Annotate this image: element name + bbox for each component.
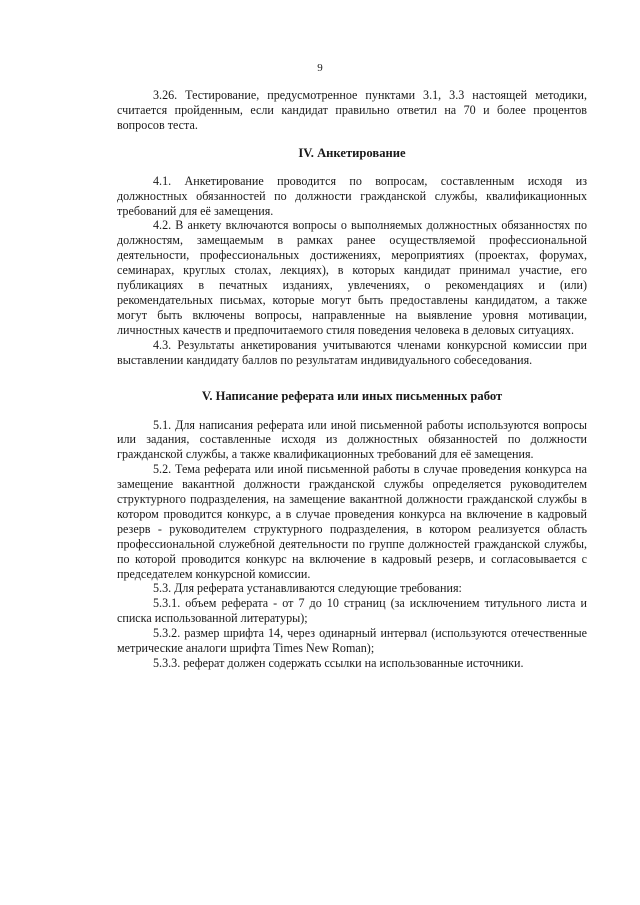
paragraph-5-3-2: 5.3.2. размер шрифта 14, через одинарный интервал (используются отечественные метрические аналоги шрифта Times New Roman); bbox=[117, 626, 587, 656]
page-number: 9 bbox=[317, 62, 323, 74]
document-body bbox=[117, 88, 587, 671]
paragraph-5-2: 5.2. Тема реферата или иной письменной работы в случае проведения конкурса на замещение вакантной должности гражданской службы определяется руководителем структурного подразделения, на замещение вакантной должности гражданской службы в котором проводится конкурс, а в случае проведения конкурса на включение в кадровый резерв - руководителем структурного подразделения, в котором реализуется область профессиональной служебной деятельности по группе должностей гражданской службы, по которой проводится конкурс на включение в кадровый резерв, и согласовывается с председателем конкурсной комиссии. bbox=[117, 462, 587, 581]
paragraph-5-3: 5.3. Для реферата устанавливаются следующие требования: bbox=[153, 581, 462, 596]
section-heading-4: IV. Анкетирование bbox=[298, 145, 406, 160]
paragraph-4-3: 4.3. Результаты анкетирования учитываются членами конкурсной комиссии при выставлении кандидату баллов по результатам индивидуального собеседования. bbox=[117, 337, 587, 367]
paragraph-4-2: 4.2. В анкету включаются вопросы о выполняемых должностных обязанностях по должностям, замещаемым в рамках ранее осуществляемой профессиональной деятельности, профессиональных достижениях, мероприятиях (проектах, форумах, семинарах, круглых столах, лекциях), в которых кандидат принимал участие, его публикациях в печатных изданиях, увлечениях, о рекомендациях и (или) рекомендательных письмах, которые могут быть предоставлены кандидатом, а также могут быть включены вопросы, направленные на выявление уровня мотивации, личностных качеств и предпочитаемого стиля поведения человека в деловых ситуациях. bbox=[117, 218, 587, 337]
paragraph-5-1: 5.1. Для написания реферата или иной письменной работы используются вопросы или задания, составленные исходя из должностных обязанностей по должности гражданской службы, а также квалификационных требований для её замещения. bbox=[117, 417, 587, 462]
paragraph-3-26: 3.26. Тестирование, предусмотренное пунктами 3.1, 3.3 настоящей методики, считается пройденным, если кандидат правильно ответил на 70 и более процентов вопросов теста. bbox=[117, 88, 587, 132]
paragraph-4-1: 4.1. Анкетирование проводится по вопросам, составленным исходя из должностных обязанностей по должности гражданской службы, квалификационных требований для её замещения. bbox=[117, 173, 587, 218]
paragraph-5-3-1: 5.3.1. объем реферата - от 7 до 10 страниц (за исключением титульного листа и списка использованной литературы); bbox=[117, 596, 587, 626]
paragraph-5-3-3: 5.3.3. реферат должен содержать ссылки на использованные источники. bbox=[153, 656, 524, 670]
section-heading-5: V. Написание реферата или иных письменных работ bbox=[201, 388, 503, 403]
